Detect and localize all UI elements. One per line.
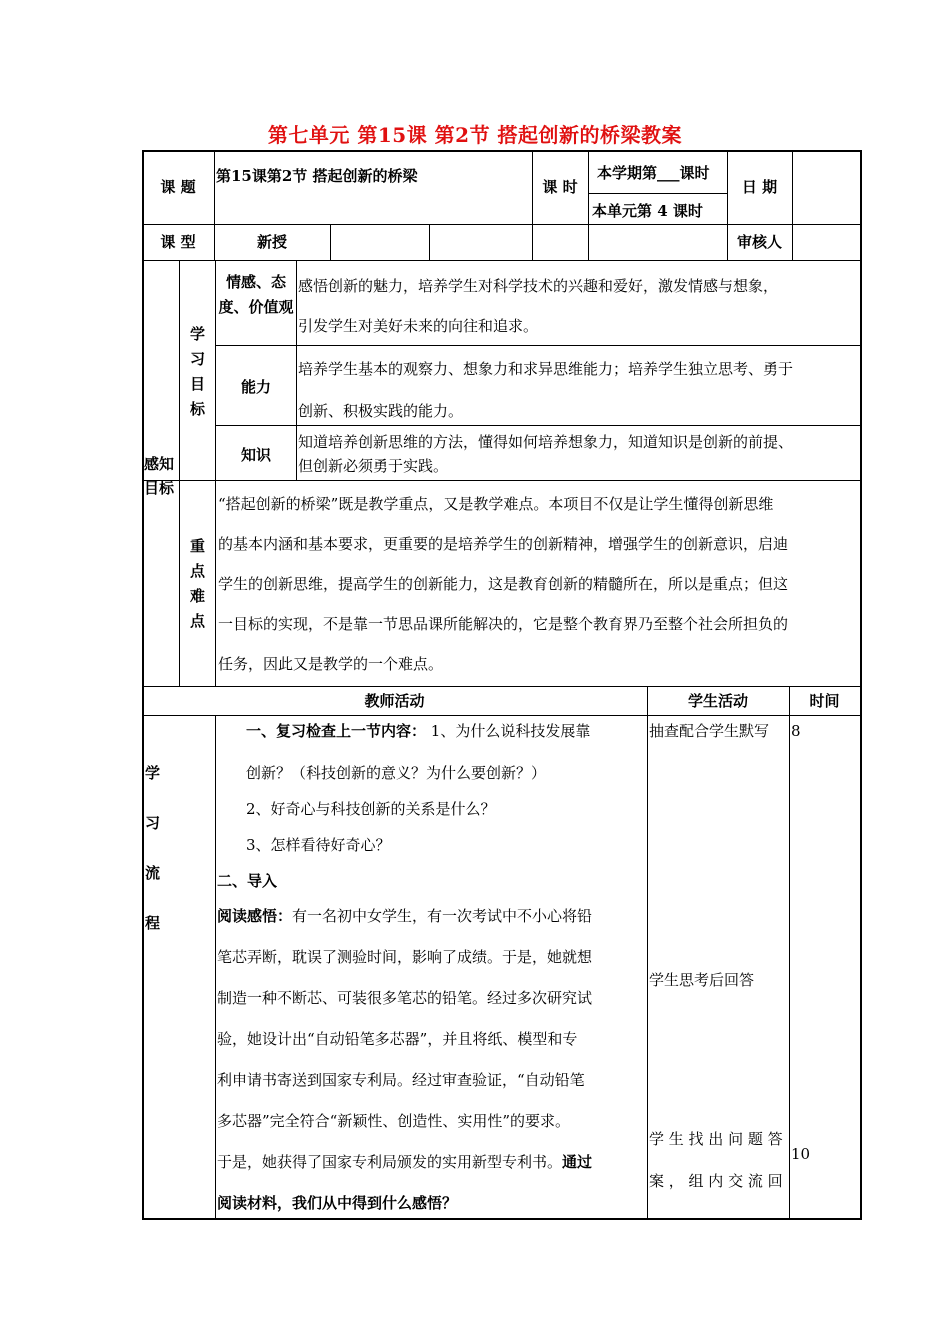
reviewer-label: 审核人 [736,233,782,251]
ability-text: 培养学生基本的观察力、想象力和求异思维能力；培养学生独立思考、勇于 创新、积极实践的能力。 [298,360,794,420]
key-points-label: 重 点 难 点 [189,537,205,630]
review-line-1: 一、复习检查上一节内容： 1、为什么说科技发展靠 [246,722,591,740]
emotion-text: 感悟创新的魅力，培养学生对科学技术的兴趣和爱好，激发情感与想象， 引发学生对美好未来的向往和追求。 [298,277,779,335]
time-value-1: 8 [791,722,801,740]
period-semester: 本学期第___课时 [597,164,710,182]
intro-heading: 二、导入 [217,872,278,890]
time-value-2: 10 [791,1145,811,1163]
date-label: 日 期 [741,178,778,196]
document-title: 第七单元 第15课 第2节 搭起创新的桥梁教案 [267,123,683,147]
learning-flow-label: 学 习 流 程 [145,764,161,932]
review-question-2: 2、好奇心与科技创新的关系是什么？ [246,800,496,818]
key-points-text: “搭起创新的桥梁”既是教学重点，又是教学难点。本项目不仅是让学生懂得创新思维 的基本内涵和基本要求，更重要的是培养学生的创新精神，增强学生的创新意识，启迪 学生的创新思维，提高学生的创新能力，这是教育创新的精髓所在，所以是重点；但这 一目标的实现，不是靠一节思品课所能解决的，它是整个教育界乃至整个社会所担负的 任务，因此又是教学的一个难点。 [218,495,789,673]
type-value: 新授 [256,233,287,251]
type-label: 课 型 [160,233,196,251]
period-unit: 本单元第 4 课时 [592,202,703,220]
review-question-3: 3、怎样看待好奇心？ [246,836,391,854]
knowledge-label: 知识 [240,446,271,464]
topic-value: 第15课第2节 搭起创新的桥梁 [216,167,418,185]
ability-label: 能力 [240,378,271,396]
knowledge-text: 知道培养创新思维的方法，懂得如何培养想象力，知道知识是创新的前提、 但创新必须勇于实践。 [298,433,794,475]
student-activity-3: 学 生 找 出 问 题 答 案 ， 组 内 交 流 回 [649,1130,783,1190]
period-label: 课 时 [542,178,578,196]
learning-goals-label: 学 习 目 标 [189,325,205,418]
review-line-2: 创新？（科技创新的意义？为什么要创新？） [246,764,547,782]
student-activity-1: 抽查配合学生默写 [649,722,770,740]
section-label: 感知目标 [144,455,175,497]
time-header: 时间 [809,692,840,710]
reading-passage: 阅读感悟：有一名初中女学生，有一次考试中不小心将铅 笔芯弄断，耽误了测验时间，影响了成绩。于是，她就想 制造一种不断芯、可装很多笔芯的铅笔。经过多次研究试 验，她设计出“自动铅笔多芯器”，并且将纸、模型和专 利申请书寄送到国家专利局。经过审查验证，“自动铅笔 多芯器”完全符合“新颖性、创造性、实用性”的要求。 于是，她获得了国家专利局颁发的实用新型专利书。通过 阅读材料，我们从中得到什么感悟？ [217,907,593,1212]
topic-label: 课 题 [160,178,196,196]
teacher-activity-header: 教师活动 [364,692,425,710]
emotion-label: 情感、态度、价值观 [218,273,294,316]
student-activity-2: 学生思考后回答 [649,971,755,989]
student-activity-header: 学生活动 [687,692,748,710]
